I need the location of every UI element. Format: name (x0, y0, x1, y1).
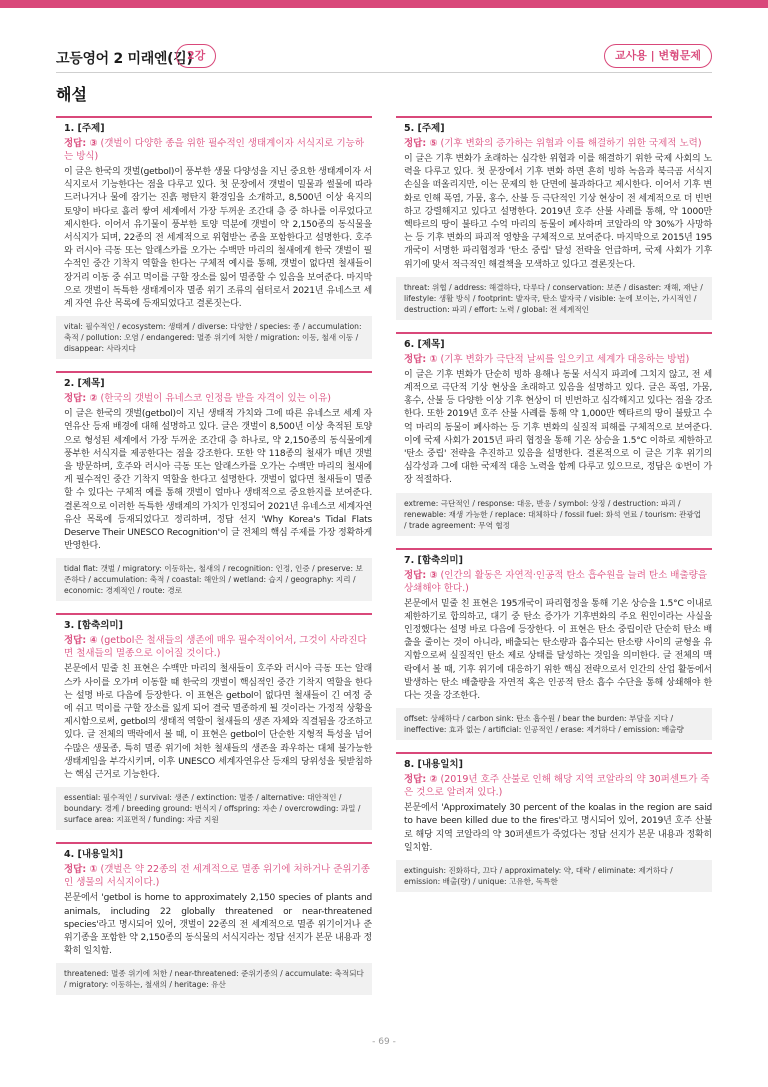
question-answer (56, 634, 372, 660)
section-title: 해설 (56, 85, 87, 104)
answer-text: (인간의 활동은 자연적·인공적 탄소 흡수원을 늘려 탄소 배출량을 상쇄해야 한다.) (404, 569, 708, 594)
vocab-box: essential: 필수적인 / survival: 생존 / extinction: 멸종 / alternative: 대안적인 / boundary: 경계 / breeding ground: 번식지 / offspring: 자손 / overcrowding: 과밀 / surface area: 지표면적 / funding: 자금 지원 (56, 787, 372, 830)
explanation-text: 본문에서 밑줄 친 표현은 수백만 마리의 철새들이 호주와 러시아 극동 또는 알래스카 사이를 오가며 이동할 때 한국의 갯벌이 핵심적인 중간 기착지 역할을 한다는 설명 바로 다음에 등장한다. 이 표현은 getbol이 없다면 철새들이 긴 여정 중에 쉬고 먹이를 구할 장소를 잃게 되어 결국 멸종하게 될 것이라는 가정적 상황을 제시함으로써, getbol의 생태적 역할이 철새들의 생존 자체와 직결됨을 강조하고 있다. 글 전체의 맥락에서 볼 때, 이 표현은 getbol이 단순한 지형적 특성을 넘어 수많은 생물종, 특히 멸종 위기에 처한 철새들의 생존을 좌우하는 대체 불가능한 생태계임을 부각시키며, 이후 UNESCO 세계자연유산 등재의 당위성을 뒷받침하는 핵심 근거로 기능한다. (64, 664, 372, 781)
answer-text: (기후 변화의 증가하는 위협과 이를 해결하기 위한 국제적 노력) (440, 138, 702, 149)
course-title: 고등영어 2 미래엔(김) (56, 51, 193, 67)
vocab-box: offset: 상쇄하다 / carbon sink: 탄소 흡수원 / bear the burden: 부담을 지다 / ineffective: 효과 없는 / artificial: 인공적인 / erase: 제거하다 / emission: 배출량 (396, 708, 712, 740)
question-answer (56, 137, 372, 163)
vocab-box: threat: 위협 / address: 해결하다, 다루다 / conservation: 보존 / disaster: 재해, 재난 / lifestyle: 생활 방식 / footprint: 발자국, 탄소 발자국 / visible: 눈에 보이는, 가시적인 / destruction: 파괴 / effort: 노력 / global: 전 세계적인 (396, 277, 712, 320)
question-title: 5. [주제] (404, 123, 445, 134)
question-block-6 (396, 332, 712, 536)
answer-text: (기후 변화가 극단적 날씨를 일으키고 세계가 대응하는 방법) (440, 353, 690, 365)
question-block-5 (396, 116, 712, 320)
right-column (396, 116, 712, 904)
question-block-7 (396, 548, 712, 741)
explanation-text: 본문에서 'getbol is home to approximately 2,150 species of plants and animals, including 22 globally threatened or near-threatened species'라고 명시되어 있어, 갯벌이 22종의 전 세계적으로 멸종 위기이거나 준위기종을 포함한 약 2,150종의 동식물의 서식지라는 정답 선지가 본문 내용과 정확히 일치함. (64, 893, 372, 957)
answer-label: 정답: ⑤ (404, 138, 438, 149)
explanation-text: 이 글은 기후 변화가 단순히 빙하 용해나 동물 서식지 파괴에 그치지 않고, 전 세계적으로 극단적 기상 현상을 초래하고 있음을 설명하고 있다. 글은 폭염, 가뭄, 홍수, 산불 등 다양한 이상 기후 현상이 더 빈번하고 심각해지고 있다는 점을 강조한다. 또한 2019년 호주 산불 사례를 통해 약 1,000만 헥타르의 땅이 불탔고 수억 마리의 동물이 폐사하는 등 기후 변화의 실질적 피해를 구체적으로 보여준다. 이에 국제 사회가 2015년 파리 협정을 통해 기온 상승을 1.5°C 이하로 제한하고 '탄소 중립' 전략을 추진하고 있음을 설명한다. 결론적으로 이 글은 기후 위기의 심각성과 그에 대한 국제적 대응 노력을 함께 다루고 있으므로, 정답은 ①번이 가장 적절하다. (404, 369, 712, 486)
explanation-text: 이 글은 한국의 갯벌(getbol)이 지닌 생태적 가치와 그에 따른 유네스코 세계 자연유산 등재 배경에 대해 설명하고 있다. 글은 갯벌이 8,500년 이상 축적된 토양으로 형성된 세계에서 가장 두꺼운 조간대 층 하나로, 약 2,150종의 동식물에게 풍부한 서식지를 제공한다는 점을 강조한다. 또한 약 118종의 철새가 매년 갯벌을 방문하며, 호주와 러시아 극동 또는 알래스카를 오가는 수백만 마리의 철새에게 필수적인 중간 기착지 역할을 한다고 설명한다. 갯벌이 없다면 철새들이 멸종할 수 있다는 구체적 예를 통해 갯벌이 얼마나 생태적으로 중요한지를 보여준다. 결론적으로 이러한 독특한 생태계의 가치가 인정되어 2021년 유네스코 세계자연유산 목록에 등재되었다고 정리하며, 정답 선지 'Why Korea's Tidal Flats Deserve Their UNESCO Recognition'이 글 전체의 핵심 주제를 가장 정확하게 반영한다. (64, 409, 372, 552)
left-column (56, 116, 372, 1007)
answer-text: (2019년 호주 산불로 인해 해당 지역 코알라의 약 30퍼센트가 죽은 것으로 알려져 있다.) (404, 774, 710, 799)
question-title: 3. [함축의미] (64, 620, 123, 632)
vocab-box: tidal flat: 갯벌 / migratory: 이동하는, 철새의 / recognition: 인정, 인증 / preserve: 보존하다 / accumulation: 축적 / coastal: 해안의 / wetland: 습지 / geography: 지리 / economic: 경제적인 / route: 경로 (56, 558, 372, 601)
question-title: 1. [주제] (64, 123, 105, 134)
answer-text: (갯벌이 다양한 종을 위한 필수적인 생태계이자 서식지로 기능하는 방식) (64, 138, 364, 162)
answer-label: 정답: ④ (64, 635, 98, 647)
question-answer (396, 137, 712, 150)
explanation-text: 이 글은 한국의 갯벌(getbol)이 풍부한 생물 다양성을 지닌 중요한 생태계이자 서식지로서 기능한다는 점을 다루고 있다. 첫 문장에서 갯벌이 밀물과 썰물에 따라 드러나거나 물에 잠기는 진흙 평탄지 환경임을 소개하고, 8,500년 이상 육지의 토양이 바다로 흘러 쌓여 세계에서 가장 두꺼운 조간대 층 중 하나를 이루었다고 제시한다. 이어서 유기물이 풍부한 토양 덕분에 갯벌이 약 2,150종의 동식물을 서식지가 되며, 22종의 전 세계적으로 위협받는 종을 포함한다고 설명한다. 호주와 러시아 극동 또는 알래스카를 오가는 수백만 마리의 철새에게 한국 갯벌이 필수적인 중간 기착지 역할을 한다는 구체적 예시를 통해, 갯벌이 없다면 철새들이 장거리 이동 중 쉬고 먹이를 구할 장소를 잃어 멸종할 수 있음을 보여준다. 마지막으로 갯벌이 독특한 생태계이자 멸종 위기 조류의 쉼터로서 2021년 유네스코 세계 자연 유산 목록에 등재되었다고 결론짓는다. (64, 167, 372, 310)
question-answer (396, 569, 712, 595)
page-header (56, 44, 712, 72)
answer-label: 정답: ① (404, 353, 438, 365)
question-title: 7. [함축의미] (404, 554, 463, 566)
answer-text: (갯벌은 약 22종의 전 세계적으로 멸종 위기에 처하거나 준위기종인 생물의 서식지이다.) (64, 864, 370, 889)
answer-label: 정답: ③ (404, 569, 438, 581)
question-block-1 (56, 116, 372, 359)
question-title: 2. [제목] (64, 378, 105, 390)
question-answer (56, 863, 372, 889)
question-answer (56, 392, 372, 405)
question-block-4 (56, 842, 372, 995)
teacher-badge: 교사용 | 변형문제 (604, 44, 712, 68)
question-title: 6. [제목] (404, 338, 445, 350)
explanation-text: 이 글은 기후 변화가 초래하는 심각한 위협과 이를 해결하기 위한 국제 사회의 노력을 다루고 있다. 첫 문장에서 기후 변화 하면 흔히 빙하 녹음과 북극곰 서식지 손실을 떠올리지만, 이는 문제의 한 단면에 불과하다고 제시한다. 이어서 기후 변화로 인해 폭염, 가뭄, 홍수, 산불 등 극단적인 기상 현상이 전 세계적으로 더 빈번하고 강렬해지고 있다고 설명한다. 2019년 호주 산불 사례를 통해, 약 1000만 헥타르의 땅이 불타고 수억 마리의 동물이 폐사하며 코알라의 약 30%가 사망하는 등 기후 변화의 파괴적 영향을 구체적으로 보여준다. 마지막으로 2015년 195개국이 서명한 파리협정과 '탄소 중립' 달성 전략을 언급하며, 국제 사회가 기후 위기에 맞서 적극적인 해결책을 모색하고 있다고 결론짓는다. (404, 154, 712, 270)
question-title: 4. [내용일치] (64, 849, 123, 861)
vocab-box: threatened: 멸종 위기에 처한 / near-threatened: 준위기종의 / accumulate: 축적되다 / migratory: 이동하는, 철새의 / heritage: 유산 (56, 963, 372, 995)
explanation-text: 본문에서 밑줄 친 표현은 195개국이 파리협정을 통해 기온 상승을 1.5°C 이내로 제한하기로 합의하고, 대기 중 탄소 증가가 기후변화의 주요 원인이라는 사실을 인정했다는 설명 바로 다음에 등장한다. 이 표현은 탄소 중립이란 단순히 탄소 배출을 줄이는 것이 아니라, 배출되는 탄소량과 흡수되는 탄소량 사이의 균형을 유지함으로써 실질적인 탄소 제로 상태를 달성하는 것임을 의미한다. 글 전체의 맥락에서 볼 때, 기후 위기에 대응하기 위한 핵심 전략으로서 인간의 산업 활동에서 발생하는 탄소 배출량을 자연적 혹은 인공적 탄소 흡수 수단을 통해 상쇄해야 한다는 것을 강조한다. (404, 598, 712, 702)
question-title: 8. [내용일치] (404, 759, 463, 771)
question-block-8 (396, 752, 712, 892)
explanation-text: 본문에서 'Approximately 30 percent of the koalas in the region are said to have been killed due to the fires'라고 명시되어 있어, 2019년 호주 산불로 해당 지역 코알라의 약 30퍼센트가 죽었다는 정답 선지가 본문 내용과 정확히 일치함. (404, 803, 712, 853)
question-answer (396, 773, 712, 799)
vocab-box: extreme: 극단적인 / response: 대응, 반응 / symbol: 상징 / destruction: 파괴 / renewable: 재생 가능한 / replace: 대체하다 / fossil fuel: 화석 연료 / tourism: 관광업 / trade agreement: 무역 협정 (396, 493, 712, 536)
top-accent-bar (0, 0, 768, 8)
answer-label: 정답: ① (64, 864, 98, 876)
vocab-box: vital: 필수적인 / ecosystem: 생태계 / diverse: 다양한 / species: 종 / accumulation: 축적 / pollution: 오염 / endangered: 멸종 위기에 처한 / migration: 이동, 철새 이동 / disappear: 사라지다 (56, 316, 372, 359)
answer-text: (getbol은 철새들의 생존에 매우 필수적이어서, 그것이 사라진다면 철새들의 멸종으로 이어질 것이다.) (64, 635, 367, 660)
answer-text: (한국의 갯벌이 유네스코 인정을 받을 자격이 있는 이유) (100, 393, 331, 405)
question-block-2 (56, 371, 372, 601)
answer-label: 정답: ③ (64, 138, 98, 149)
answer-label: 정답: ② (404, 774, 438, 786)
question-block-3 (56, 613, 372, 830)
question-answer (396, 353, 712, 366)
answer-label: 정답: ② (64, 393, 98, 405)
header-divider (56, 72, 712, 73)
page-number: - 69 - (372, 1037, 396, 1047)
vocab-box: extinguish: 진화하다, 끄다 / approximately: 약, 대략 / eliminate: 제거하다 / emission: 배출(량) / unique: 고유한, 독특한 (396, 860, 712, 892)
lesson-badge: 2강 (176, 44, 216, 68)
